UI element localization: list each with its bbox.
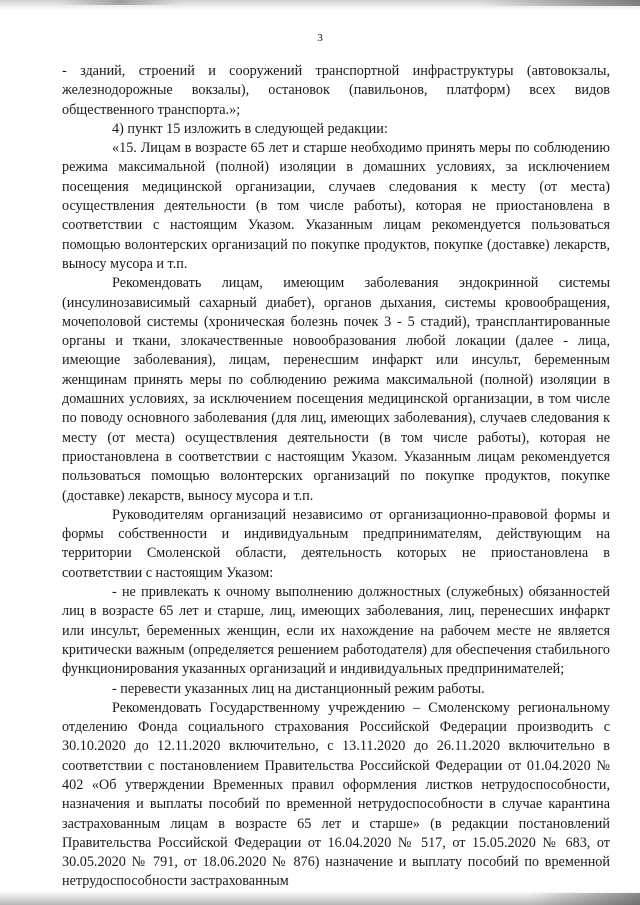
document-body bbox=[62, 62, 610, 892]
paragraph-remote-work: - перевести указанных лиц на дистанционный режим работы. bbox=[112, 680, 485, 697]
paragraph-social-insurance: Рекомендовать Государственному учреждению – Смоленскому региональному отделению Фонда социального страхования Российской Федерации производить с 30.10.2020 до 12.11.2020 включительно, с 13.11.2020 до 26.11.2020 включительно в соответствии с постановлением Правительства Российской Федерации от 01.04.2020 № 402 «Об утверждении Временных правил оформления листков нетрудоспособности, назначения и выплаты пособий по временной нетрудоспособности в случае карантина застрахованным лицам в возрасте 65 лет и старше» (в редакции постановлений Правительства Российской Федерации от 16.04.2020 № 517, от 15.05.2020 № 683, от 30.05.2020 № 791, от 18.06.2020 № 876) назначение и выплату пособий по временной нетрудоспособности застрахованным bbox=[62, 699, 610, 890]
paragraph-recommend-persons: Рекомендовать лицам, имеющим заболевания эндокринной системы (инсулинозависимый сахарный диабет), органов дыхания, системы кровообращения, мочеполовой системы (хроническая болезнь почек 3 - 5 стадий), трансплантированные органы и ткани, злокачественные новообразования любой локации (далее - лица, имеющие заболевания), лицам, перенесшим инфаркт или инсульт, беременным женщинам принять меры по соблюдению режима максимальной (полной) изоляции в домашних условиях, за исключением посещения медицинской организации, в том числе по поводу основного заболевания (для лиц, имеющих заболевания), случаев следования к месту (от места) осуществления деятельности (в том числе работы), которая не приостановлена в соответствии с настоящим Указом. Указанным лицам рекомендуется пользоваться помощью волонтерских организаций по покупке продуктов, покупке (доставке) лекарств, выносу мусора и т.п. bbox=[62, 275, 610, 504]
scan-artifact-bottom-right bbox=[530, 893, 640, 905]
page-number: 3 bbox=[317, 32, 323, 44]
paragraph-item-4: 4) пункт 15 изложить в следующей редакции: bbox=[112, 120, 388, 137]
scan-artifact-top-left bbox=[60, 0, 180, 5]
paragraph-clause-15: «15. Лицам в возрасте 65 лет и старше необходимо принять меры по соблюдению режима максимальной (полной) изоляции в домашних условиях, за исключением посещения медицинской организации, случаев следования к месту (от места) осуществления деятельности (в том числе работы), которая не приостановлена в соответствии с настоящим Указом. Указанным лицам рекомендуется пользоваться помощью волонтерских организаций по покупке продуктов, покупке (доставке) лекарств, выносу мусора и т.п. bbox=[62, 140, 610, 272]
paragraph-employers: Руководителям организаций независимо от организационно-правовой формы и формы собственности и индивидуальным предпринимателям, действующим на территории Смоленской области, деятельность которых не приостановлена в соответствии с настоящим Указом: bbox=[62, 506, 610, 581]
scan-artifact-top-right bbox=[480, 0, 640, 6]
paragraph-no-in-person-work: - не привлекать к очному выполнению должностных (служебных) обязанностей лиц в возрасте 65 лет и старше, лиц, имеющих заболевания, лиц, перенесших инфаркт или инсульт, беременных женщин, если их нахождение на рабочем месте не является критически важным (определяется решением работодателя) для обеспечения стабильного функционирования указанных организаций и индивидуальных предпринимателей; bbox=[62, 584, 610, 678]
paragraph-infrastructure: - зданий, строений и сооружений транспортной инфраструктуры (автовокзалы, железнодорожные вокзалы), остановок (павильонов, платформ) всех видов общественного транспорта.»; bbox=[62, 63, 610, 118]
